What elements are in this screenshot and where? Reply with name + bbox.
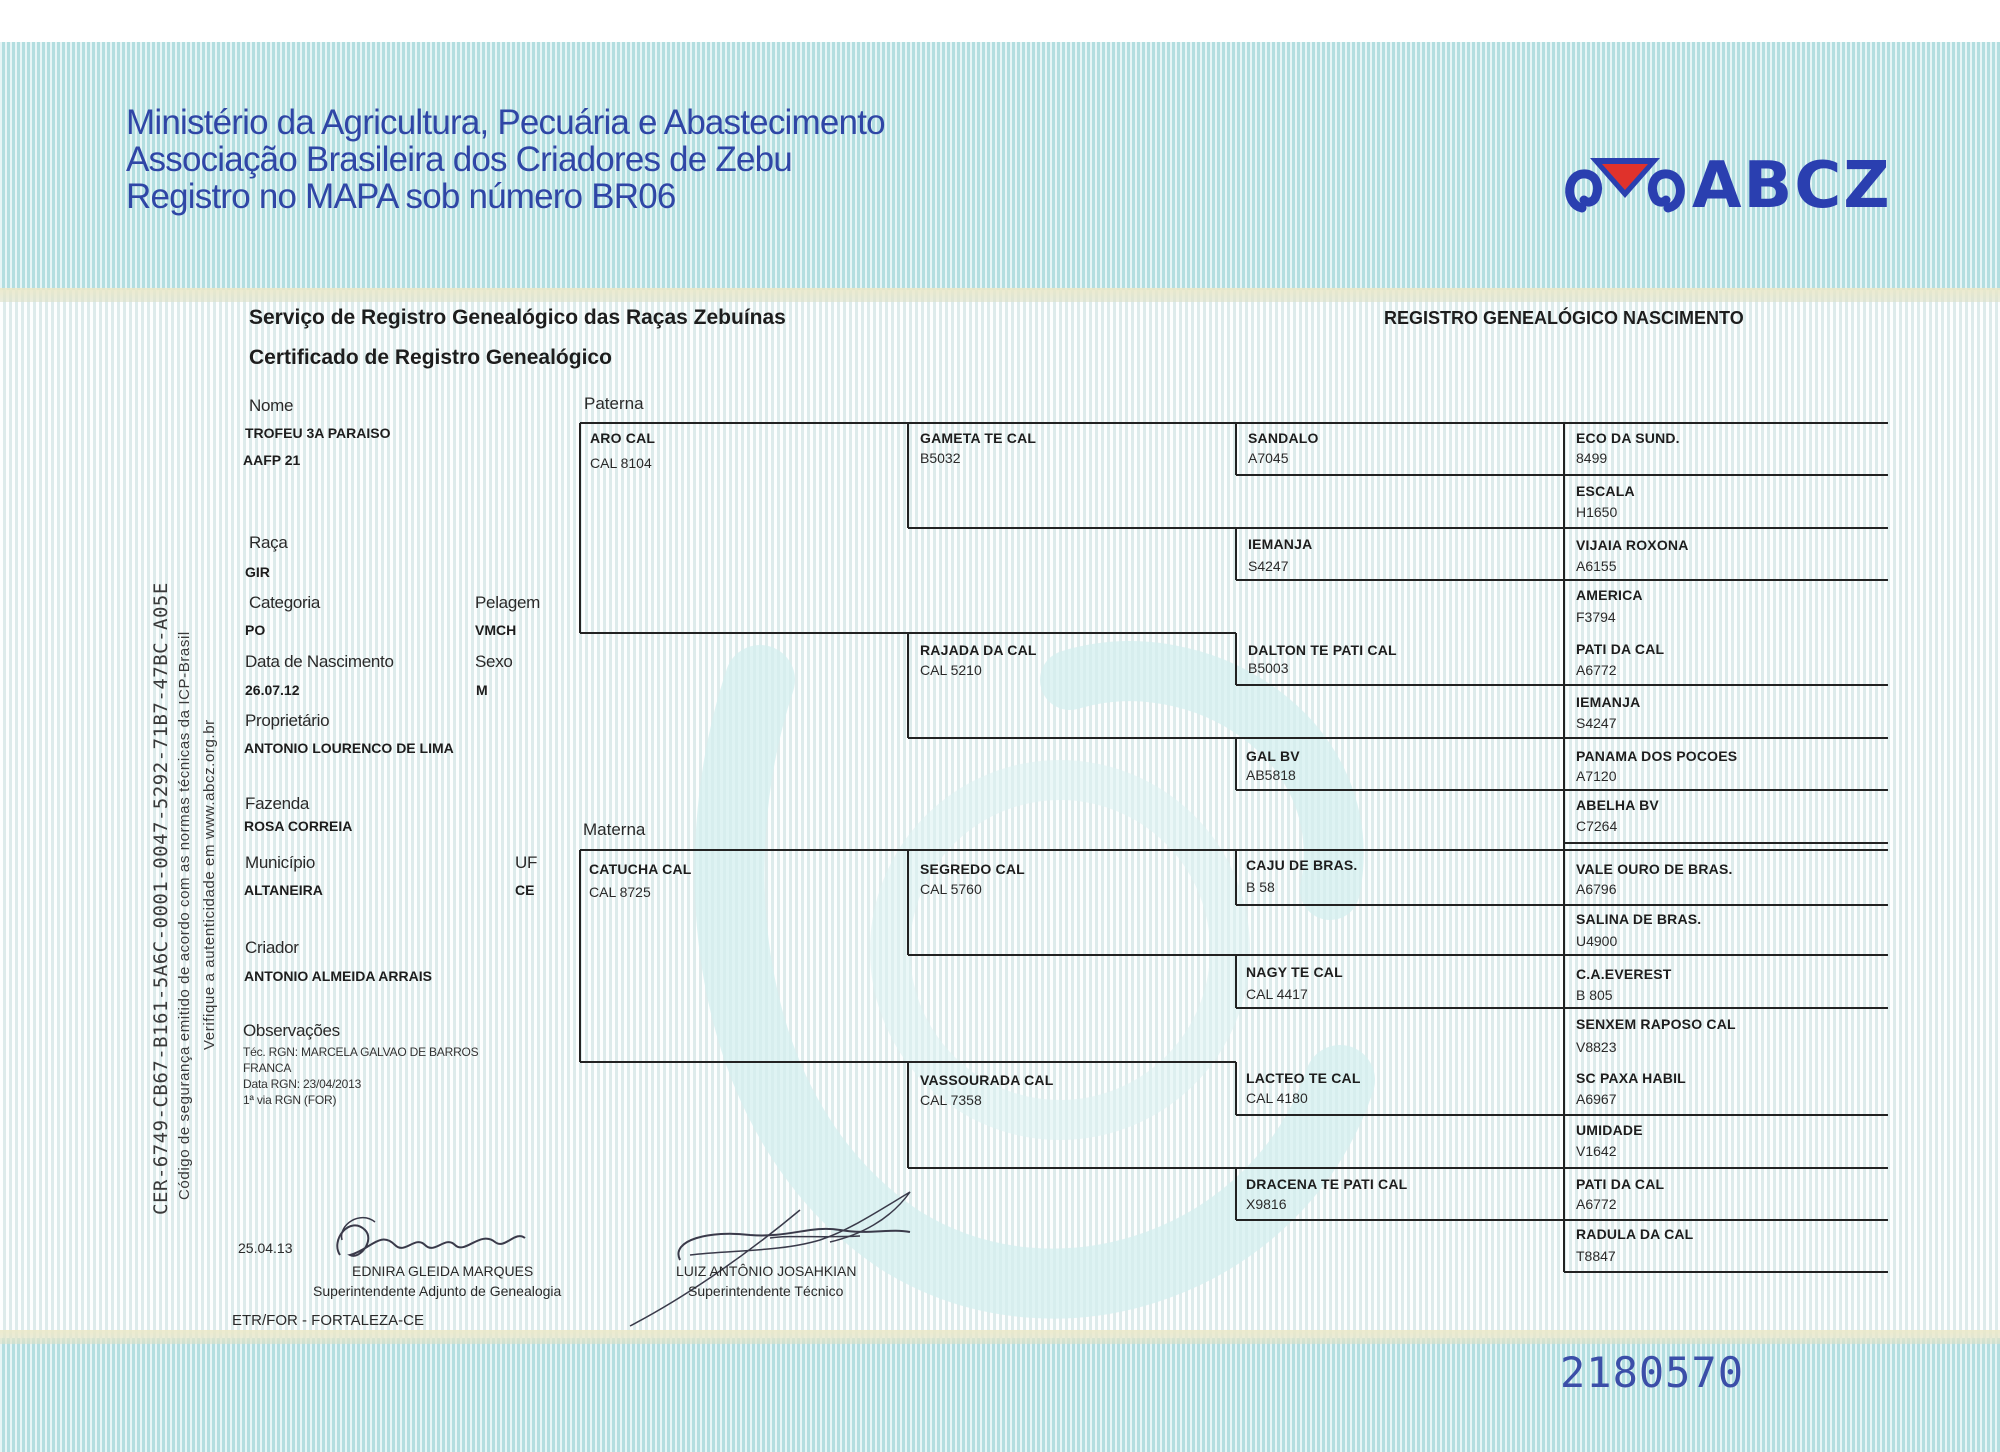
- pedigree-name: SEGREDO CAL: [920, 861, 1025, 877]
- pedigree-name: PANAMA DOS POCOES: [1576, 748, 1738, 764]
- raca-value: GIR: [245, 564, 270, 580]
- criador-value: ANTONIO ALMEIDA ARRAIS: [244, 968, 432, 984]
- certificate-title: Certificado de Registro Genealógico: [249, 346, 612, 369]
- obs-line: 1ª via RGN (FOR): [243, 1093, 337, 1107]
- pedigree-name: PATI DA CAL: [1576, 641, 1665, 657]
- service-title: Serviço de Registro Genealógico das Raças Zebuínas: [249, 306, 786, 329]
- security-note: Código de segurança emitido de acordo com as normas técnicas da ICP-Brasil: [176, 631, 193, 1200]
- verification-note: Verifique a autenticidade em www.abcz.org.br: [201, 719, 218, 1050]
- paterna-label: Paterna: [584, 394, 644, 413]
- certificate-body: [0, 290, 2000, 1338]
- pedigree-reg: A6796: [1576, 881, 1617, 897]
- pedigree-reg: A6155: [1576, 558, 1617, 574]
- materna-label: Materna: [583, 820, 646, 839]
- sexo-value: M: [476, 682, 488, 698]
- pedigree-reg: B5003: [1248, 660, 1289, 676]
- pedigree-reg: A6772: [1576, 1196, 1617, 1212]
- categoria-label: Categoria: [249, 593, 321, 612]
- pedigree-reg: A7120: [1576, 768, 1617, 784]
- pedigree-reg: 8499: [1576, 450, 1608, 466]
- pedigree-reg: C7264: [1576, 818, 1618, 834]
- registry-type: REGISTRO GENEALÓGICO NASCIMENTO: [1384, 308, 1744, 328]
- pedigree-reg: A6967: [1576, 1091, 1617, 1107]
- dam-reg: CAL 8725: [589, 884, 651, 900]
- pedigree-name: GAL BV: [1246, 748, 1300, 764]
- uf-value: CE: [515, 882, 535, 898]
- pedigree-reg: CAL 5760: [920, 881, 982, 897]
- fazenda-value: ROSA CORREIA: [244, 818, 353, 834]
- pedigree-reg: S4247: [1576, 715, 1617, 731]
- proprietario-value: ANTONIO LOURENCO DE LIMA: [244, 740, 454, 756]
- left-signer-name: EDNIRA GLEIDA MARQUES: [352, 1263, 534, 1279]
- top-seam: [0, 288, 2000, 302]
- abcz-logo-text: ABCZ: [1692, 149, 1892, 223]
- pedigree-name: VIJAIA ROXONA: [1576, 537, 1689, 553]
- obs-line: Téc. RGN: MARCELA GALVAO DE BARROS: [243, 1045, 479, 1059]
- pelagem-value: VMCH: [475, 622, 517, 638]
- criador-label: Criador: [245, 938, 299, 957]
- raca-label: Raça: [249, 533, 288, 552]
- pedigree-name: GAMETA TE CAL: [920, 430, 1037, 446]
- observacoes-label: Observações: [243, 1021, 340, 1040]
- pedigree-name: IEMANJA: [1248, 536, 1313, 552]
- pedigree-name: RAJADA DA CAL: [920, 642, 1037, 658]
- pedigree-reg: B5032: [920, 450, 961, 466]
- left-signer-title: Superintendente Adjunto de Genealogia: [313, 1283, 562, 1299]
- pedigree-reg: CAL 5210: [920, 662, 982, 678]
- pedigree-reg: CAL 7358: [920, 1092, 982, 1108]
- pelagem-label: Pelagem: [475, 593, 540, 612]
- pedigree-reg: S4247: [1248, 558, 1289, 574]
- pedigree-reg: A7045: [1248, 450, 1289, 466]
- animal-name: TROFEU 3A PARAISO: [245, 425, 391, 441]
- pedigree-name: VALE OURO DE BRAS.: [1576, 861, 1733, 877]
- ministry-header: [126, 104, 885, 215]
- pedigree-reg: CAL 4180: [1246, 1090, 1308, 1106]
- pedigree-reg: V1642: [1576, 1143, 1617, 1159]
- categoria-value: PO: [245, 622, 266, 638]
- right-signer-name: LUIZ ANTÔNIO JOSAHKIAN: [676, 1263, 857, 1279]
- obs-line: Data RGN: 23/04/2013: [243, 1077, 362, 1091]
- issuing-office: ETR/FOR - FORTALEZA-CE: [232, 1312, 424, 1329]
- pedigree-name: IEMANJA: [1576, 694, 1641, 710]
- sexo-label: Sexo: [475, 652, 513, 671]
- issue-date: 25.04.13: [238, 1240, 293, 1256]
- pedigree-name: VASSOURADA CAL: [920, 1072, 1054, 1088]
- municipio-label: Município: [245, 853, 316, 872]
- pedigree-name: CAJU DE BRAS.: [1246, 857, 1358, 873]
- right-signer-title: Superintendente Técnico: [688, 1283, 844, 1299]
- fazenda-label: Fazenda: [245, 794, 310, 813]
- pedigree-reg: F3794: [1576, 609, 1616, 625]
- pedigree-name: LACTEO TE CAL: [1246, 1070, 1361, 1086]
- pedigree-reg: H1650: [1576, 504, 1618, 520]
- animal-registration: AAFP 21: [243, 452, 301, 468]
- pedigree-name: SENXEM RAPOSO CAL: [1576, 1016, 1736, 1032]
- pedigree-reg: B 805: [1576, 987, 1613, 1003]
- header-line-ministry: Ministério da Agricultura, Pecuária e Abastecimento: [126, 103, 885, 142]
- municipio-value: ALTANEIRA: [244, 882, 323, 898]
- pedigree-reg: CAL 4417: [1246, 986, 1308, 1002]
- pedigree-name: SALINA DE BRAS.: [1576, 911, 1702, 927]
- pedigree-reg: AB5818: [1246, 767, 1296, 783]
- pedigree-reg: T8847: [1576, 1248, 1616, 1264]
- pedigree-name: NAGY TE CAL: [1246, 964, 1343, 980]
- pedigree-name: ECO DA SUND.: [1576, 430, 1680, 446]
- sire-name: ARO CAL: [590, 430, 656, 446]
- pedigree-reg: X9816: [1246, 1196, 1287, 1212]
- pedigree-name: UMIDADE: [1576, 1122, 1643, 1138]
- proprietario-label: Proprietário: [245, 711, 330, 730]
- pedigree-name: ESCALA: [1576, 483, 1635, 499]
- pedigree-reg: U4900: [1576, 933, 1618, 949]
- pedigree-reg: A6772: [1576, 662, 1617, 678]
- pedigree-name: SANDALO: [1248, 430, 1319, 446]
- nome-label: Nome: [249, 396, 294, 415]
- pedigree-name: C.A.EVEREST: [1576, 966, 1672, 982]
- dam-name: CATUCHA CAL: [589, 861, 692, 877]
- pedigree-reg: B 58: [1246, 879, 1275, 895]
- pedigree-name: DALTON TE PATI CAL: [1248, 642, 1397, 658]
- sire-reg: CAL 8104: [590, 455, 652, 471]
- nascimento-label: Data de Nascimento: [245, 652, 394, 671]
- uf-label: UF: [515, 853, 538, 872]
- pedigree-name: SC PAXA HABIL: [1576, 1070, 1686, 1086]
- header-line-association: Associação Brasileira dos Criadores de Zebu: [126, 140, 792, 179]
- pedigree-reg: V8823: [1576, 1039, 1617, 1055]
- pedigree-name: PATI DA CAL: [1576, 1176, 1665, 1192]
- pedigree-name: AMERICA: [1576, 587, 1643, 603]
- nascimento-value: 26.07.12: [245, 682, 300, 698]
- bottom-seam: [0, 1330, 2000, 1344]
- serial-number: 2180570: [1560, 1348, 1745, 1397]
- obs-line: FRANCA: [243, 1061, 292, 1075]
- pedigree-name: ABELHA BV: [1576, 797, 1659, 813]
- pedigree-name: RADULA DA CAL: [1576, 1226, 1694, 1242]
- pedigree-name: DRACENA TE PATI CAL: [1246, 1176, 1408, 1192]
- security-code: CER-6749-CB67-B161-5A6C-0001-0047-5292-71B7-47BC-A05E: [150, 582, 172, 1215]
- header-line-registry: Registro no MAPA sob número BR06: [126, 177, 676, 216]
